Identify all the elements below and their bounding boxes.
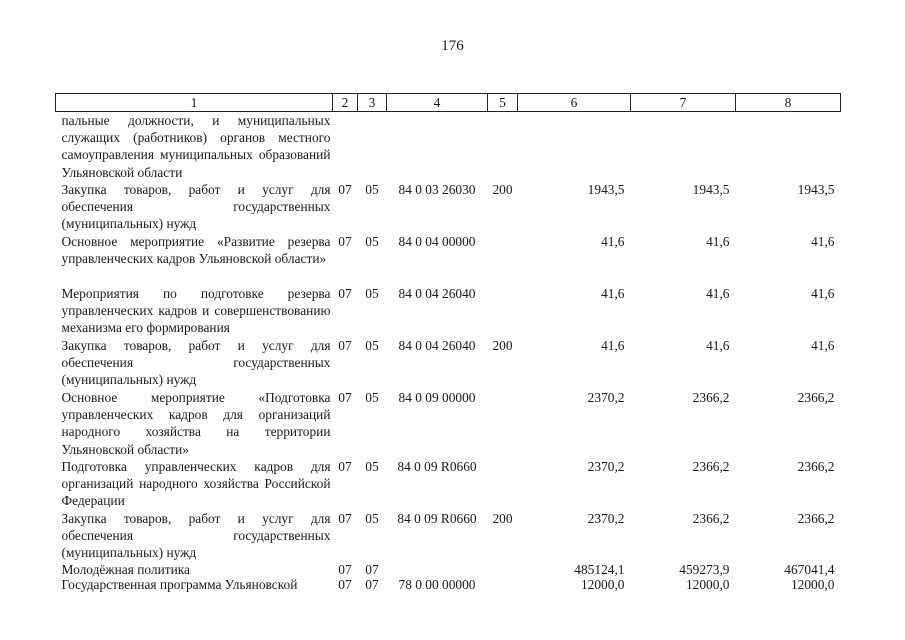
row-value-col6: 41,6 (601, 338, 625, 353)
row-code-subsection: 05 (365, 390, 379, 405)
column-header-5: 5 (488, 94, 518, 112)
row-code-target: 84 0 03 26030 (398, 182, 476, 197)
row-code-expense-type (488, 285, 518, 337)
row-value-col8: 1943,5 (797, 182, 835, 197)
table-row (56, 458, 841, 510)
page-number: 176 (441, 38, 464, 54)
row-code-expense-type (488, 233, 518, 285)
row-value-col6: 2370,2 (587, 511, 625, 526)
table-row (56, 337, 841, 389)
table-row (56, 562, 841, 577)
row-code-section: 07 (338, 459, 352, 474)
row-value-col7: 41,6 (706, 234, 730, 249)
row-value-col7: 2366,2 (692, 511, 730, 526)
table-row (56, 389, 841, 458)
row-code-subsection: 05 (365, 338, 379, 353)
row-value-col6 (518, 112, 631, 182)
column-header-4: 4 (387, 94, 488, 112)
row-value-col6: 2370,2 (587, 459, 625, 474)
budget-table (55, 93, 841, 592)
row-value-col8: 41,6 (811, 338, 835, 353)
row-code-subsection: 05 (365, 286, 379, 301)
row-name: Основное мероприятие «Подготовка управленческих кадров для организаций народного хозяйства на территории Ульяновской области» (61, 390, 331, 457)
row-value-col7: 41,6 (706, 286, 730, 301)
row-value-col6: 485124,1 (574, 562, 625, 577)
row-code-section: 07 (338, 577, 352, 592)
row-value-col7: 41,6 (706, 338, 730, 353)
row-value-col7: 2366,2 (692, 459, 730, 474)
row-code-section (333, 112, 358, 182)
row-value-col8: 41,6 (811, 286, 835, 301)
row-code-expense-type (488, 577, 518, 592)
row-code-section: 07 (338, 511, 352, 526)
row-value-col7: 1943,5 (692, 182, 730, 197)
table-row (56, 112, 841, 182)
row-value-col8 (736, 112, 841, 182)
row-name: Закупка товаров, работ и услуг для обеспечения государственных (муниципальных) нужд (61, 182, 331, 232)
row-code-section: 07 (338, 390, 352, 405)
row-value-col7: 459273,9 (679, 562, 730, 577)
row-value-col6: 2370,2 (587, 390, 625, 405)
row-name: Подготовка управленческих кадров для организаций народного хозяйства Российской Федерации (61, 459, 331, 509)
row-code-target: 84 0 09 00000 (398, 390, 476, 405)
row-code-target: 84 0 04 00000 (398, 234, 476, 249)
row-code-expense-type (488, 389, 518, 458)
table-row (56, 285, 841, 337)
row-value-col7: 2366,2 (692, 390, 730, 405)
row-code-section: 07 (338, 286, 352, 301)
row-code-expense-type: 200 (492, 511, 513, 526)
table-row (56, 510, 841, 562)
row-code-target: 84 0 04 26040 (398, 286, 476, 301)
row-code-subsection: 07 (365, 562, 379, 577)
column-header-8: 8 (736, 94, 841, 112)
row-code-subsection (358, 112, 387, 182)
row-value-col6: 41,6 (601, 234, 625, 249)
row-code-section: 07 (338, 562, 352, 577)
row-code-subsection: 05 (365, 459, 379, 474)
table-row (56, 233, 841, 285)
row-value-col7 (631, 112, 736, 182)
row-name: Мероприятия по подготовке резерва управленческих кадров и совершенствованию механизма его формирования (61, 286, 331, 336)
row-value-col8: 467041,4 (784, 562, 835, 577)
row-value-col6: 12000,0 (580, 577, 625, 592)
row-code-target (387, 562, 488, 577)
row-code-expense-type (488, 458, 518, 510)
row-code-subsection: 07 (365, 577, 379, 592)
row-value-col6: 41,6 (601, 286, 625, 301)
row-code-subsection: 05 (365, 511, 379, 526)
table-row (56, 577, 841, 592)
row-value-col8: 12000,0 (790, 577, 835, 592)
row-value-col6: 1943,5 (587, 182, 625, 197)
row-code-subsection: 05 (365, 234, 379, 249)
row-value-col8: 2366,2 (797, 390, 835, 405)
row-value-col8: 41,6 (811, 234, 835, 249)
column-header-6: 6 (518, 94, 631, 112)
row-name: Молодёжная политика (61, 562, 191, 577)
row-code-target (387, 112, 488, 182)
row-code-target: 78 0 00 00000 (398, 577, 476, 592)
column-header-1: 1 (56, 94, 333, 112)
row-code-target: 84 0 09 R0660 (397, 459, 477, 474)
row-name: Закупка товаров, работ и услуг для обеспечения государственных (муниципальных) нужд (61, 511, 331, 561)
row-value-col8: 2366,2 (797, 511, 835, 526)
column-header-7: 7 (631, 94, 736, 112)
row-code-section: 07 (338, 182, 352, 197)
row-code-target: 84 0 09 R0660 (397, 511, 477, 526)
row-value-col8: 2366,2 (797, 459, 835, 474)
row-code-section: 07 (338, 234, 352, 249)
row-name: Государственная программа Ульяновской (61, 577, 298, 592)
column-number-header-row (56, 94, 841, 112)
row-code-expense-type: 200 (492, 338, 513, 353)
row-name: Основное мероприятие «Развитие резерва управленческих кадров Ульяновской области» (61, 234, 331, 267)
row-value-col7: 12000,0 (685, 577, 730, 592)
row-code-subsection: 05 (365, 182, 379, 197)
table-row (56, 181, 841, 233)
row-code-expense-type (488, 112, 518, 182)
row-code-section: 07 (338, 338, 352, 353)
column-header-2: 2 (333, 94, 358, 112)
row-code-target: 84 0 04 26040 (398, 338, 476, 353)
row-name: Закупка товаров, работ и услуг для обеспечения государственных (муниципальных) нужд (61, 338, 331, 388)
row-code-expense-type (488, 562, 518, 577)
row-code-expense-type: 200 (492, 182, 513, 197)
row-name: пальные должности, и муниципальных служащих (работников) органов местного самоуправления муниципальных образований Ульяновской области (61, 113, 331, 180)
column-header-3: 3 (358, 94, 387, 112)
